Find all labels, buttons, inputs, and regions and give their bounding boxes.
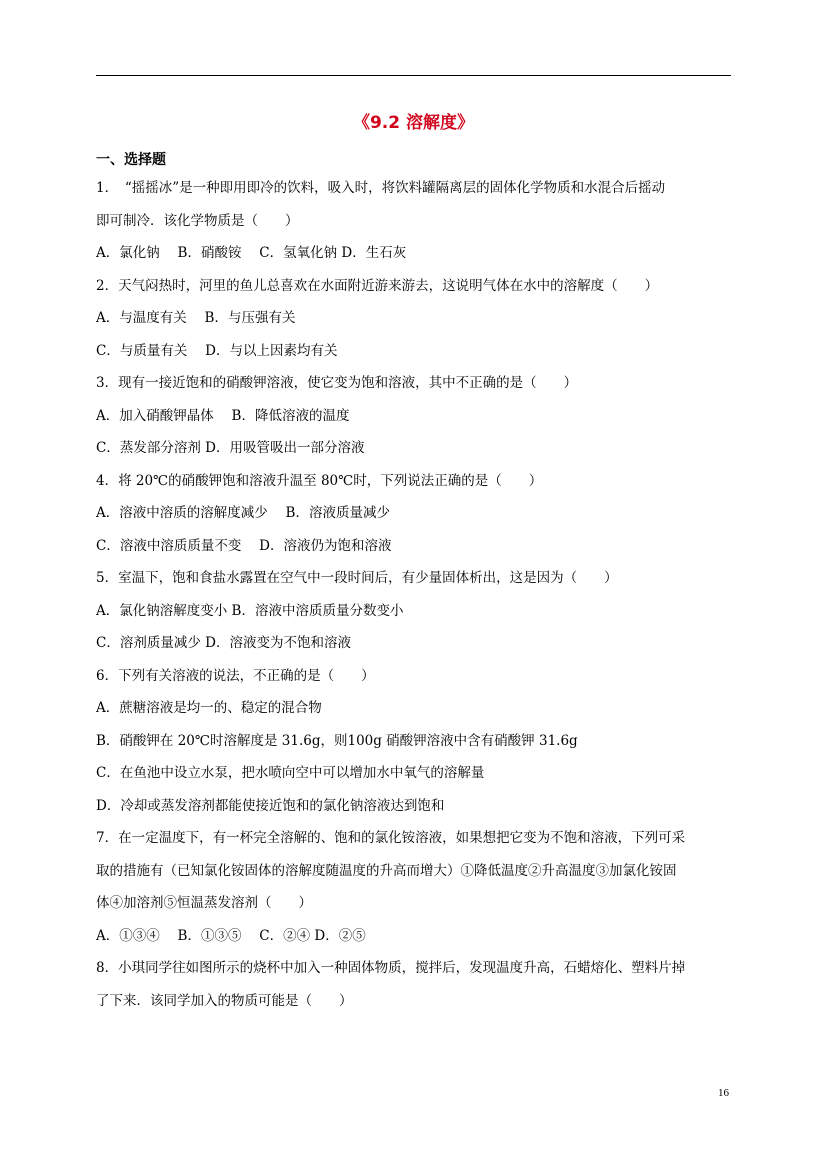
text-line: 8．小琪同学往如图所示的烧杯中加入一种固体物质，搅拌后，发现温度升高，石蜡熔化、塑料片掉 [96,960,686,976]
option-line: A．氯化钠溶解度变小 B．溶液中溶质质量分数变小 [96,602,404,619]
page-number: 16 [718,1087,729,1099]
text-line: 4．将 20℃的硝酸钾饱和溶液升温至 80℃时，下列说法正确的是（ ） [96,472,543,489]
option-line: A．蔗糖溶液是均一的、稳定的混合物 [96,700,322,716]
option-line: C．溶剂质量减少 D．溶液变为不饱和溶液 [96,635,351,651]
text-line: 体④加溶剂⑤恒温蒸发溶剂（ ） [96,895,312,911]
option-line: A．氯化钠 B．硝酸铵 C．氢氧化钠 D．生石灰 [96,245,407,261]
option-line: B．硝酸钾在 20℃时溶解度是 31.6g，则100g 硝酸钾溶液中含有硝酸钾 31.6g [96,732,578,749]
option-line: A．与温度有关 B．与压强有关 [96,310,296,326]
option-line: A．溶液中溶质的溶解度减少 B．溶液质量减少 [96,505,390,521]
document-body [96,150,731,1017]
text-line: 6．下列有关溶液的说法，不正确的是（ ） [96,667,375,684]
option-line: C．蒸发部分溶剂 D．用吸管吸出一部分溶液 [96,440,365,456]
text-line: 即可制冷．该化学物质是（ ） [96,212,299,229]
text-line: 1． “摇摇冰”是一种即用即冷的饮料，吸入时，将饮料罐隔离层的固体化学物质和水混合后摇动 [96,180,666,196]
option-line: A．加入硝酸钾晶体 B．降低溶液的温度 [96,407,350,424]
text-line: 2．天气闷热时，河里的鱼儿总喜欢在水面附近游来游去，这说明气体在水中的溶解度（ ） [96,277,659,294]
option-line: D．冷却或蒸发溶剂都能使接近饱和的氯化钠溶液达到饱和 [96,797,445,814]
option-line: A．①③④ B．①③⑤ C．②④ D．②⑤ [96,927,366,944]
option-line: C．溶液中溶质质量不变 D．溶液仍为饱和溶液 [96,537,392,554]
page-title: 《9.2 溶解度》 [352,113,475,133]
text-line: 5．室温下，饱和食盐水露置在空气中一段时间后，有少量固体析出，这是因为（ ） [96,570,618,586]
text-line: 3．现有一接近饱和的硝酸钾溶液，使它变为饱和溶液，其中不正确的是（ ） [96,375,578,391]
section-heading: 一、选择题 [96,152,166,168]
option-line: C．与质量有关 D．与以上因素均有关 [96,342,338,359]
text-line: 取的措施有（已知氯化铵固体的溶解度随温度的升高而增大）①降低温度②升高温度③加氯化铵固 [96,862,677,879]
option-line: C．在鱼池中设立水泵，把水喷向空中可以增加水中氧气的溶解量 [96,765,485,781]
text-line: 了下来．该同学加入的物质可能是（ ） [96,992,353,1009]
text-line: 7．在一定温度下，有一杯完全溶解的、饱和的氯化铵溶液，如果想把它变为不饱和溶液，下列可采 [96,830,686,846]
header-rule [96,75,731,76]
